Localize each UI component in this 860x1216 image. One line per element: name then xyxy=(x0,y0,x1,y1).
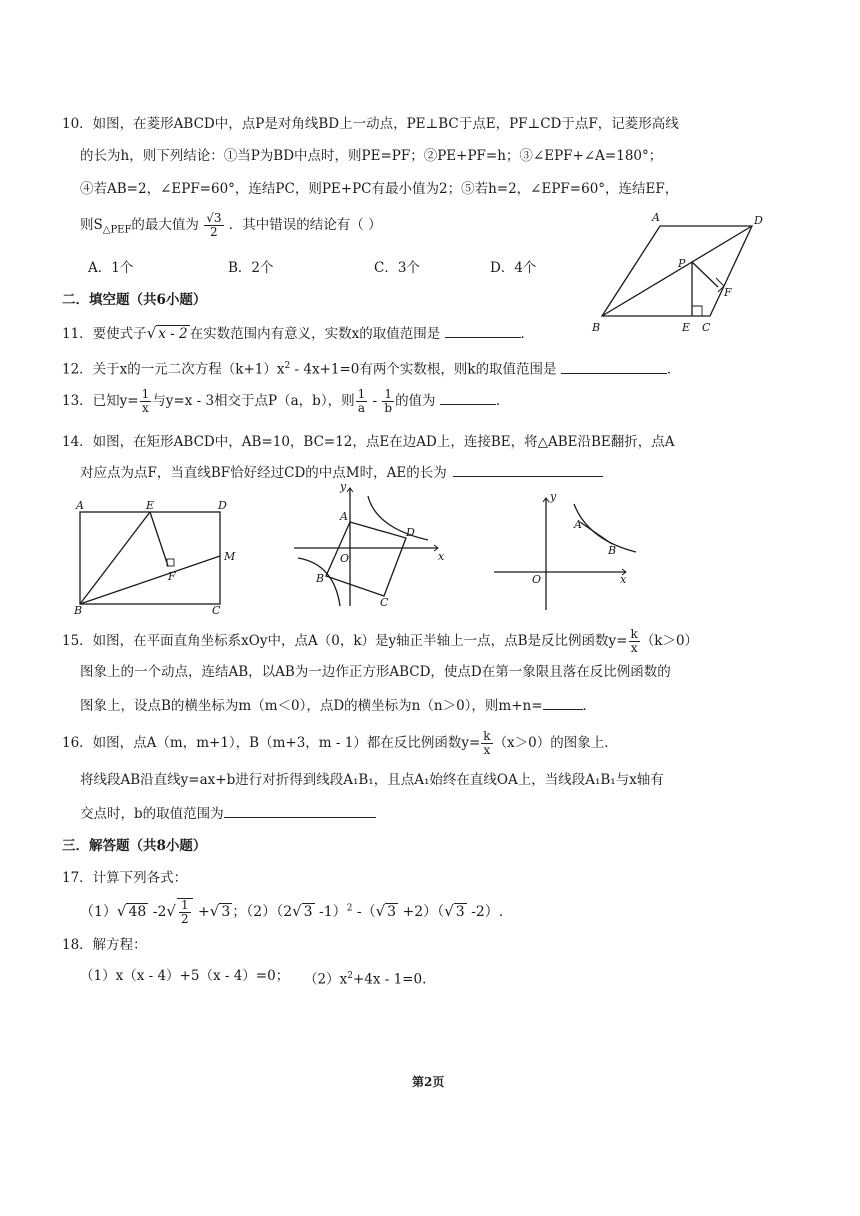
fig-label-b: B xyxy=(592,321,601,334)
axis-label-x: x xyxy=(438,550,445,563)
section-title-fill-in: 二．填空题（共6小题） xyxy=(62,292,207,308)
axis-label-x: x xyxy=(620,573,627,586)
fig-label-a: A xyxy=(340,510,348,523)
answer-blank[interactable] xyxy=(445,323,521,338)
fig-label-a: A xyxy=(652,211,660,224)
rhombus-figure xyxy=(590,210,780,340)
section-title-solve: 三．解答题（共8小题） xyxy=(62,838,207,854)
q15-line2: 图象上的一个动点，连结AB，以AB为一边作正方形ABCD，使点D在第一象限且落在反比例函数的 xyxy=(80,664,671,680)
answer-blank[interactable] xyxy=(224,803,376,818)
fig-label-c: C xyxy=(212,604,221,617)
fig-label-b: B xyxy=(608,544,617,557)
fraction: $\frac{√3}{2}$ xyxy=(206,211,222,239)
rectangle-figure xyxy=(72,498,242,616)
hyperbola-figure xyxy=(490,490,640,612)
origin-label: O xyxy=(532,573,542,586)
q16-line3: 交点时，b的取值范围为 xyxy=(80,803,376,824)
fig-label-b: B xyxy=(74,604,83,617)
q17-expressions: （1）√ 48 -2√ $\frac{1}{2}$ +√ 3 ；（2）（2√ 3 -1）$^2$ -（√ 3 +2）（√ 3 -2）. xyxy=(80,898,504,926)
fig-label-e: E xyxy=(682,321,691,334)
answer-blank[interactable] xyxy=(561,359,667,374)
q16-line1: 16．如图，点A（m，m+1），B（m+3，m - 1）都在反比例函数y= $\frac{k}{x}$ （x＞0）的图象上． xyxy=(62,729,618,757)
option-a: A．1个 xyxy=(88,260,134,276)
q10-line3: ④若AB=2，∠EPF=60°，连结PC，则PE+PC有最小值为2；⑤若h=2，∠EPF=60°，连结EF， xyxy=(80,181,679,197)
answer-blank[interactable] xyxy=(453,462,603,477)
option-d: D．4个 xyxy=(490,260,537,276)
option-c: C．3个 xyxy=(374,260,420,276)
fig-label-d: D xyxy=(218,499,227,512)
axis-label-y: y xyxy=(340,480,347,493)
fig-label-d: D xyxy=(754,214,763,227)
axis-label-y: y xyxy=(550,490,557,503)
q12: 12．关于x的一元二次方程$(k+1)x^2 - 4x+1=0$有两个实数根，则k的取值范围是 ． xyxy=(62,356,680,380)
q18-part2: $(2)x^2+4x - 1=0$. xyxy=(304,971,427,988)
q13: 13．已知y= $\frac{1}{x}$ 与y=x - 3相交于点P（a，b），则 $\frac{1}{a}$ - $\frac{1}{b}$ 的值为 ． xyxy=(62,387,510,415)
fig-label-m: M xyxy=(224,550,236,563)
fig-label-f: F xyxy=(724,286,732,299)
origin-label: O xyxy=(340,552,350,565)
fig-label-f: F xyxy=(168,570,176,583)
q10-line2: 的长为h，则下列结论：①当P为BD中点时，则PE=PF；②PE+PF=h；③∠EPF+∠A=180°； xyxy=(80,148,663,164)
coordinate-square-figure xyxy=(288,482,448,610)
fig-label-b: B xyxy=(316,572,325,585)
fig-label-d: D xyxy=(406,526,415,539)
q16-line2: 将线段AB沿直线y=ax+b进行对折得到线段A₁B₁，且点A₁始终在直线OA上，当线段A₁B₁与x轴有 xyxy=(80,772,664,788)
q10-line1: 10．如图，在菱形ABCD中，点P是对角线BD上一动点，PE⊥BC于点E，PF⊥CD于点F，记菱形高线 xyxy=(62,116,679,132)
fig-label-a: A xyxy=(574,518,582,531)
q18-title: 18．解方程： xyxy=(62,937,147,953)
page-number: 第2页 xyxy=(412,1075,445,1089)
q17-title: 17．计算下列各式： xyxy=(62,870,188,886)
q14-line1: 14．如图，在矩形ABCD中，AB=10，BC=12，点E在边AD上，连接BE，将△ABE沿BE翻折，点A xyxy=(62,434,675,450)
fig-label-p: P xyxy=(678,257,686,270)
fig-label-c: C xyxy=(702,321,711,334)
q18-part1: （1）x（x - 4）+5（x - 4）=0； xyxy=(80,968,290,984)
option-b: B．2个 xyxy=(228,260,274,276)
q15-line3: 图象上，设点B的横坐标为m（m＜0），点D的横坐标为n（n＞0），则m+n= ． xyxy=(80,695,596,716)
q15-line1: 15．如图，在平面直角坐标系xOy中，点A（0，k）是y轴正半轴上一点，点B是反比例函数y= $\frac{k}{x}$ （k＞0） xyxy=(62,627,699,655)
fig-label-c: C xyxy=(380,596,389,609)
fig-label-a: A xyxy=(76,499,84,512)
q14-line2: 对应点为点F，当直线BF恰好经过CD的中点M时，AE的长为 xyxy=(80,462,603,483)
q11: 11．要使式子√ x - 2 在实数范围内有意义，实数x的取值范围是 ． xyxy=(62,324,535,342)
answer-blank[interactable] xyxy=(543,695,583,710)
q10-line4: 则$S_{\triangle PEF}$的最大值为 $\frac{√3}{2}$ ．其中错误的结论有（ ） xyxy=(80,211,382,239)
fig-label-e: E xyxy=(146,499,155,512)
answer-blank[interactable] xyxy=(440,390,496,405)
